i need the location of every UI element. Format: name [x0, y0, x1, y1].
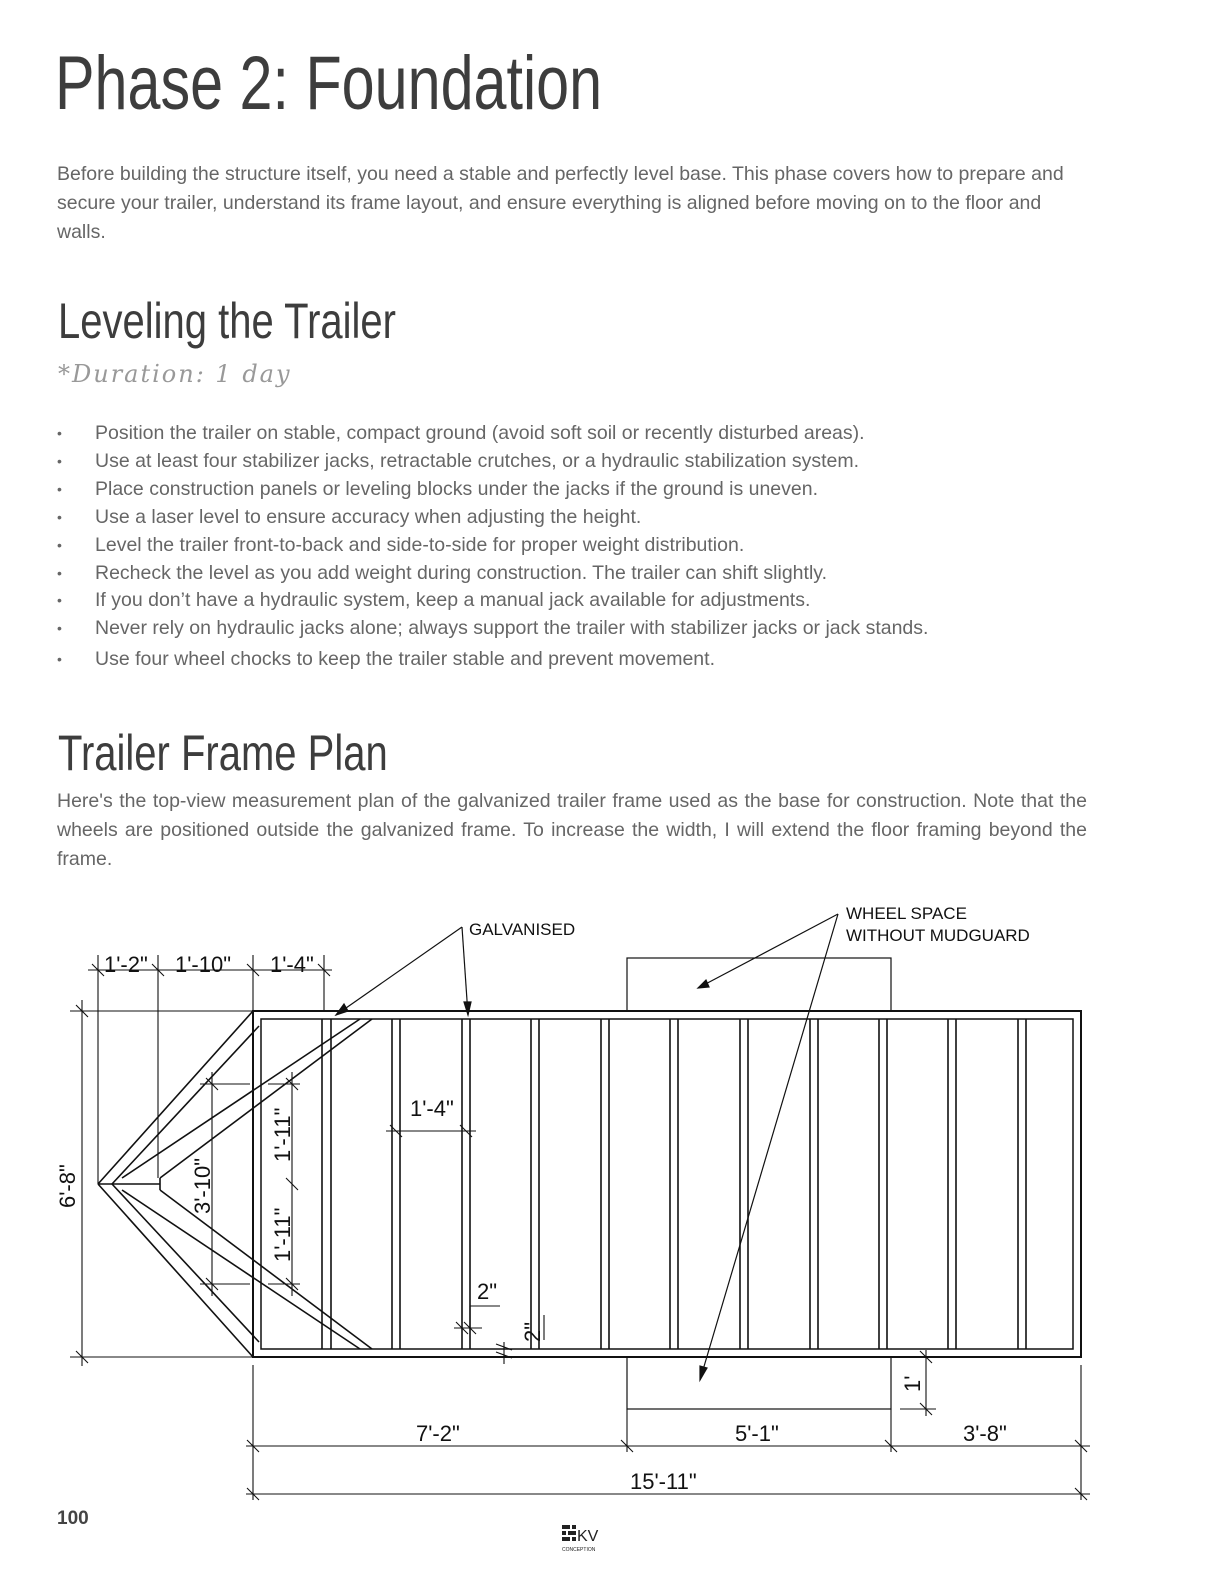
list-item: • Recheck the level as you add weight during construction. The trailer can shift slightly. — [57, 560, 1097, 588]
dim-bottom-1: 7'-2" — [416, 1421, 460, 1446]
dim-wheel-offset: 1' — [900, 1375, 925, 1392]
dim-top-1: 1'-2" — [104, 952, 148, 977]
dim-top-2: 1'-10" — [175, 952, 232, 977]
duration-note: *Duration: 1 day — [58, 360, 292, 388]
dim-overall-width: 6'-8" — [55, 1164, 80, 1208]
dim-overall-length: 15'-11" — [630, 1469, 697, 1494]
dim-member-2in: 2" — [477, 1279, 498, 1304]
dim-joist-spacing: 1'-4" — [410, 1096, 454, 1121]
dim-member-2in-vertical: 2" — [520, 1321, 545, 1342]
galvanised-label: GALVANISED — [469, 920, 576, 939]
page-number: 100 — [57, 1508, 89, 1529]
frame-inner — [261, 1019, 1073, 1349]
intro-paragraph: Before building the structure itself, you need a stable and perfectly level base. This phase covers how to prepare and secure your trailer, understand its frame layout, and ensure everything is aligned before moving on to the floor and walls. — [57, 163, 1064, 243]
wheel-space-label-line1: WHEEL SPACE — [846, 904, 967, 923]
leader-arrows — [336, 914, 838, 1380]
list-item: • Use a laser level to ensure accuracy when adjusting the height. — [57, 504, 1097, 532]
logo-text: KV — [577, 1528, 599, 1545]
dim-drawbar-width: 3'-10" — [190, 1157, 215, 1214]
list-item: • Place construction panels or leveling blocks under the jacks if the ground is uneven. — [57, 476, 1097, 504]
frame-plan-description: Here's the top-view measurement plan of the galvanized trailer frame used as the base for construction. Note that the wheels are positioned outside the galvanized frame. To increase the width, I will extend the floor framing beyond the frame. — [57, 790, 1087, 870]
page-title: Phase 2: Foundation — [55, 41, 603, 126]
list-item: • If you don’t have a hydraulic system, keep a manual jack available for adjustments. — [57, 587, 1097, 615]
list-item: • Level the trailer front-to-back and side-to-side for proper weight distribution. — [57, 532, 1097, 560]
wheel-space-label-line2: WITHOUT MUDGUARD — [846, 926, 1030, 945]
list-item: • Never rely on hydraulic jacks alone; always support the trailer with stabilizer jacks or jack stands. — [57, 615, 1097, 643]
wheel-spaces — [627, 958, 891, 1409]
dim-half-upper: 1'-11" — [270, 1107, 295, 1162]
logo-subtext: CONCEPTION — [562, 1547, 596, 1553]
cross-members — [322, 1019, 1026, 1349]
dim-top-3: 1'-4" — [270, 952, 314, 977]
list-item: • Use at least four stabilizer jacks, retractable crutches, or a hydraulic stabilization system. — [57, 448, 1097, 476]
dimension-lines — [70, 955, 1090, 1500]
list-item: • Position the trailer on stable, compact ground (avoid soft soil or recently disturbed areas). — [57, 420, 1097, 448]
list-item: • Use four wheel chocks to keep the trailer stable and prevent movement. — [57, 646, 1097, 674]
dim-half-lower: 1'-11" — [270, 1207, 295, 1262]
kv-conception-logo — [560, 1524, 600, 1554]
leveling-heading: Leveling the Trailer — [58, 293, 396, 349]
frame-plan-heading: Trailer Frame Plan — [58, 725, 388, 781]
dim-bottom-2: 5'-1" — [735, 1421, 779, 1446]
dim-bottom-3: 3'-8" — [963, 1421, 1007, 1446]
